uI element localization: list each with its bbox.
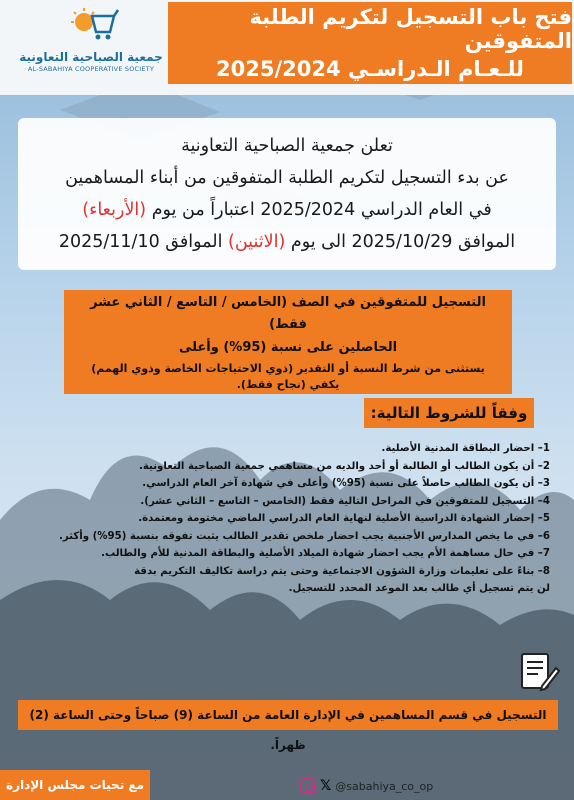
- announcement-line-1: تعلن جمعية الصباحية التعاونية: [181, 136, 393, 156]
- conditions-list: [40, 440, 550, 598]
- society-logo: [14, 6, 168, 86]
- logo-name-en: AL-SABAHIYA COOPERATIVE SOCIETY: [27, 65, 155, 73]
- condition-item: 5– إحضار الشهادة الدراسية الأصلية لنهاية العام الدراسي الماضي مختومة ومعتمدة.: [138, 513, 550, 524]
- registration-hours-bar: التسجيل في قسم المساهمين في الإدارة العامة من الساعة (9) صباحاً وحتى الساعة (2) ظهراً.: [18, 700, 558, 730]
- condition-item: 7– في حال مساهمة الأم يجب احضار شهادة الميلاد الأصلية والبطاقة المدنية للأم والطالب.: [101, 548, 550, 559]
- title-line-1: فتح باب التسجيل لتكريم الطلبة المتفوقين: [249, 5, 572, 53]
- criteria-exception: يستثنى من شرط النسبة أو التقدير (ذوي الاحتياجات الخاصة وذوي الهمم): [91, 361, 485, 375]
- condition-item: 8– بناءً على تعليمات وزارة الشؤون الاجتماعية وحتى يتم دراسة تكاليف التكريم بدقة: [134, 565, 550, 577]
- logo-name-ar: جمعية الصباحية التعاونية: [19, 50, 163, 64]
- board-greeting: مع تحيات مجلس الإدارة: [0, 770, 150, 800]
- conditions-heading: وفقاً للشروط التالية:: [364, 398, 534, 428]
- condition-item: لن يتم تسجيل أي طالب بعد الموعد المحدد للتسجيل.: [288, 583, 550, 594]
- document-pen-icon: [518, 650, 560, 694]
- announcement-card: [18, 118, 556, 270]
- condition-item: 3– أن يكون الطالب حاصلاً على نسبة (95%) وأعلى في شهادة آخر العام الدراسي.: [142, 478, 550, 489]
- header: [0, 0, 574, 95]
- instagram-icon[interactable]: [300, 778, 316, 794]
- criteria-pass-only: يكفي (نجاح فقط).: [236, 377, 340, 391]
- title-line-2: للـعـام الـدراسـي 2025/2024: [216, 57, 524, 81]
- condition-item: 4– التسجيل للمتفوقين في المراحل التالية فقط (الخامس – التاسع – الثاني عشر).: [140, 495, 550, 507]
- cart-sun-logo-icon: [62, 6, 120, 44]
- eligibility-criteria-box: [64, 290, 512, 394]
- title-banner: [168, 2, 572, 84]
- announcement-line-3: [18, 194, 556, 226]
- end-date-text: الموافق 2025/11/10: [58, 232, 229, 252]
- social-handles: [300, 776, 433, 796]
- start-day-highlight: (الأربعاء): [82, 200, 147, 220]
- criteria-grades: التسجيل للمتفوقين في الصف (الخامس / التاسع / الثاني عشر فقط): [90, 294, 486, 332]
- condition-item: 6– في ما يخص المدارس الأجنبية يجب احضار ملخص تقدير الطالب يثبت تفوقه بنسبة (95%) وأكثر.: [58, 530, 550, 542]
- criteria-percentage: الحاصلين على نسبة (95%) وأعلى: [178, 339, 398, 355]
- social-handle[interactable]: @sabahiya_co_op: [335, 779, 434, 793]
- start-date-text: في العام الدراسي 2025/2024 اعتباراً من يوم: [146, 200, 492, 220]
- range-text: الموافق 2025/10/29 الى يوم: [285, 232, 516, 252]
- x-twitter-icon[interactable]: 𝕏: [320, 778, 332, 794]
- announcement-line-2: عن بدء التسجيل لتكريم الطلبة المتفوقين من أبناء المساهمين: [65, 168, 509, 188]
- condition-item: 2– أن يكون الطالب أو الطالبة أو أحد والديه من مساهمي جمعية الصباحية التعاونية.: [139, 460, 550, 472]
- condition-item: 1– احضار البطاقة المدنية الأصلية.: [381, 443, 550, 454]
- end-day-highlight: (الاثنين): [228, 232, 286, 252]
- announcement-line-4: [18, 226, 556, 258]
